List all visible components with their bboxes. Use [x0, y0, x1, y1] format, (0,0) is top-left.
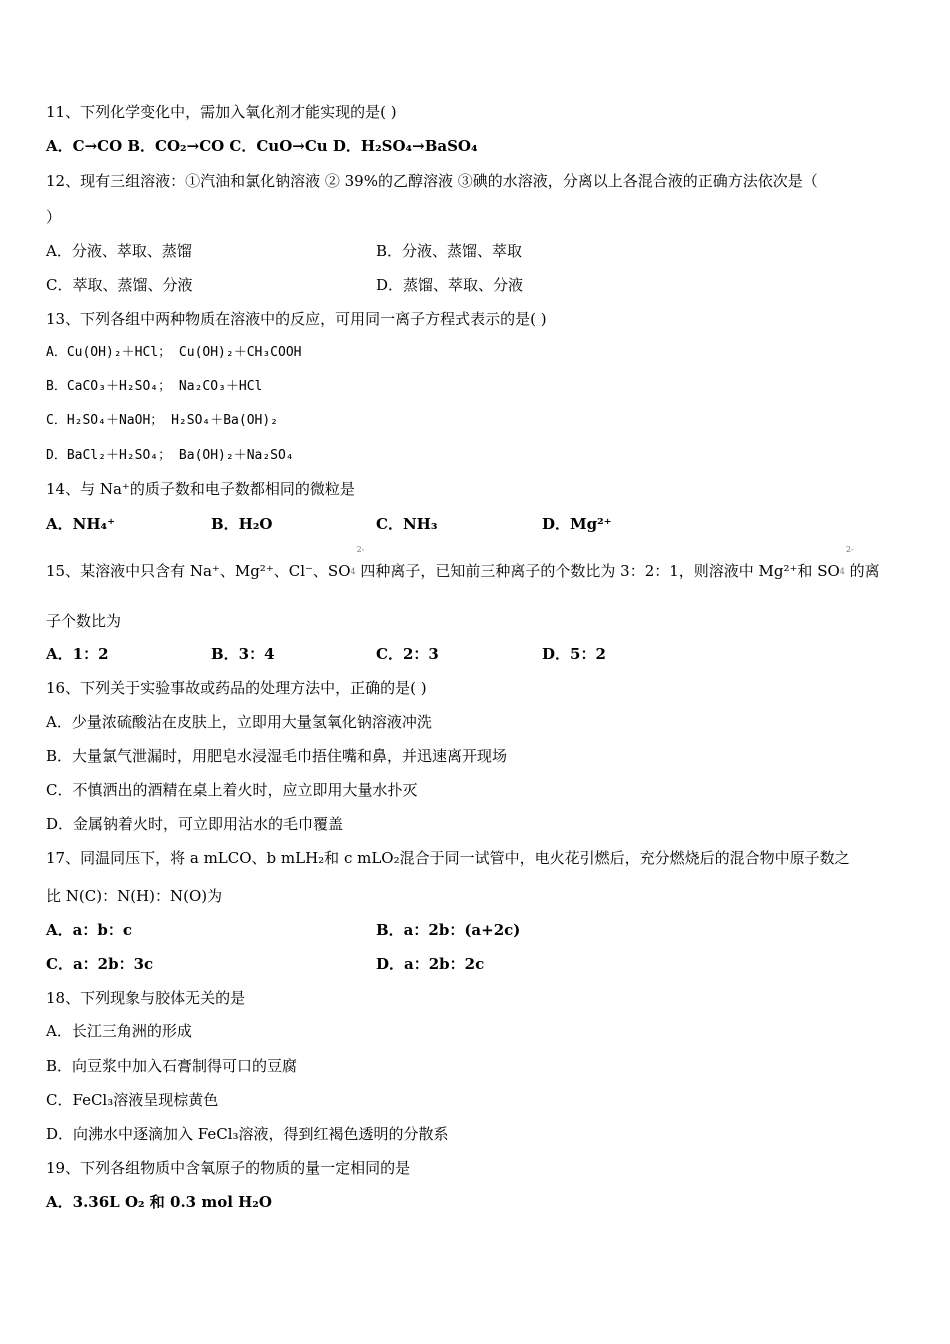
q17-option-c: C．a：2b：3c [46, 955, 154, 973]
q13-option-d: D．BaCl₂＋H₂SO₄； Ba(OH)₂＋Na₂SO₄ [46, 448, 294, 463]
q13-option-a: A．Cu(OH)₂＋HCl； Cu(OH)₂＋CH₃COOH [46, 345, 302, 360]
q19-stem: 19、下列各组物质中含氧原子的物质的量一定相同的是 [46, 1159, 411, 1177]
q15-stem-part1: 15、某溶液中只含有 Na⁺、Mg²⁺、Cl⁻、SO [46, 562, 351, 580]
q19-option-a: A．3.36L O₂ 和 0.3 mol H₂O [46, 1193, 272, 1211]
q16-option-b: B．大量氯气泄漏时，用肥皂水浸湿毛巾捂住嘴和鼻，并迅速离开现场 [46, 747, 508, 765]
q16-option-c: C．不慎洒出的酒精在桌上着火时，应立即用大量水扑灭 [46, 781, 418, 799]
q14-option-d: D．Mg²⁺ [542, 515, 612, 533]
q12-option-c: C．萃取、蒸馏、分液 [46, 276, 193, 294]
q15-option-a: A．1：2 [46, 645, 109, 663]
q12-option-b: B．分液、蒸馏、萃取 [376, 242, 523, 260]
sulfate-sub-charge-2: 2- 4 [839, 545, 854, 576]
q13-option-c: C．H₂SO₄＋NaOH； H₂SO₄＋Ba(OH)₂ [46, 413, 279, 428]
q14-stem: 14、与 Na⁺的质子数和电子数都相同的微粒是 [46, 480, 355, 498]
q16-option-d: D．金属钠着火时，可立即用沾水的毛巾覆盖 [46, 815, 344, 833]
q15-option-b: B．3：4 [211, 645, 275, 663]
q13-option-b: B．CaCO₃＋H₂SO₄； Na₂CO₃＋HCl [46, 379, 263, 394]
q18-option-d: D．向沸水中逐滴加入 FeCl₃溶液，得到红褐色透明的分散系 [46, 1125, 449, 1143]
q15-stem-cont: 子个数比为 [46, 612, 122, 630]
q18-option-c: C．FeCl₃溶液呈现棕黄色 [46, 1091, 219, 1109]
q15-option-c: C．2：3 [376, 645, 439, 663]
q15-stem [46, 545, 880, 582]
q14-option-c: C．NH₃ [376, 515, 438, 533]
q17-option-d: D．a：2b：2c [376, 955, 485, 973]
q12-stem-cont: ） [46, 208, 62, 226]
q18-option-a: A．长江三角洲的形成 [46, 1022, 192, 1040]
q14-option-a: A．NH₄⁺ [46, 515, 116, 533]
sulfate-sub-charge-1: 2- 4 [350, 545, 365, 576]
q17-stem-cont: 比 N(C)：N(H)：N(O)为 [46, 887, 223, 905]
q15-option-d: D．5：2 [542, 645, 606, 663]
q17-option-a: A．a：b：c [46, 921, 132, 939]
q11-options: A．C→CO B．CO₂→CO C．CuO→Cu D．H₂SO₄→BaSO₄ [46, 137, 478, 155]
q17-option-b: B．a：2b：(a+2c) [376, 921, 521, 939]
q16-option-a: A．少量浓硫酸沾在皮肤上，立即用大量氢氧化钠溶液冲洗 [46, 713, 432, 731]
q18-option-b: B．向豆浆中加入石膏制得可口的豆腐 [46, 1057, 298, 1075]
q12-option-a: A．分液、萃取、蒸馏 [46, 242, 192, 260]
q12-option-d: D．蒸馏、萃取、分液 [376, 276, 524, 294]
q15-stem-part2: 四种离子，已知前三种离子的个数比为 3：2：1，则溶液中 Mg²⁺和 SO [360, 562, 840, 580]
q15-stem-part3: 的离 [849, 562, 880, 580]
q18-stem: 18、下列现象与胶体无关的是 [46, 989, 246, 1007]
q14-option-b: B．H₂O [211, 515, 273, 533]
q12-stem: 12、现有三组溶液：①汽油和氯化钠溶液 ② 39%的乙醇溶液 ③碘的水溶液，分离以上各混合液的正确方法依次是（ [46, 172, 818, 190]
q17-stem: 17、同温同压下，将 a mLCO、b mLH₂和 c mLO₂混合于同一试管中，电火花引燃后，充分燃烧后的混合物中原子数之 [46, 849, 850, 867]
q16-stem: 16、下列关于实验事故或药品的处理方法中，正确的是( ) [46, 679, 427, 697]
q13-stem: 13、下列各组中两种物质在溶液中的反应，可用同一离子方程式表示的是( ) [46, 310, 547, 328]
q11-stem: 11、下列化学变化中，需加入氧化剂才能实现的是( ) [46, 103, 397, 121]
